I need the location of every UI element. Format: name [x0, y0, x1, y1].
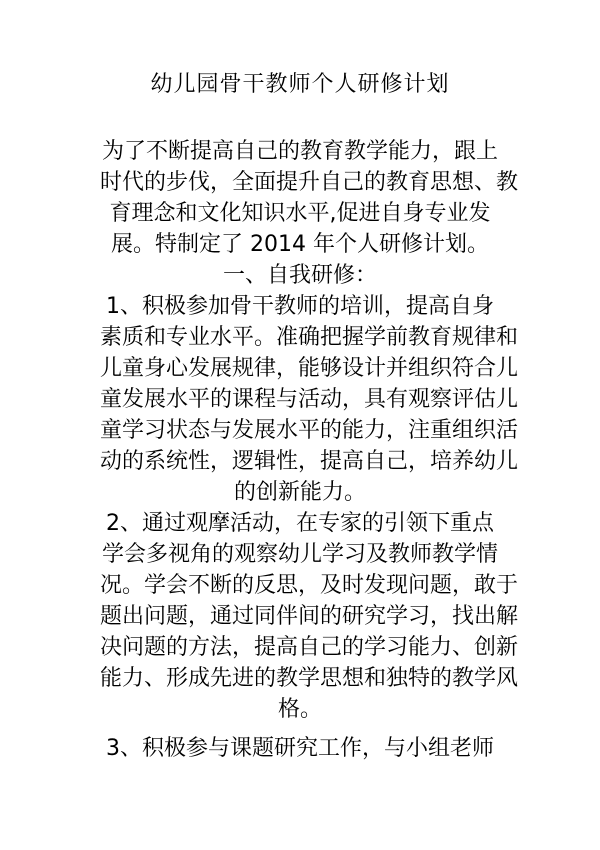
section-heading: 一、自我研修：: [222, 263, 377, 288]
paragraph-line: 儿童身心发展规律，能够设计并组织符合儿: [100, 356, 519, 381]
paragraph-line: 童学习状态与发展水平的能力，注重组织活: [100, 418, 519, 443]
paragraph-line: 动的系统性，逻辑性，提高自己，培养幼儿: [100, 449, 519, 474]
paragraph-line: 为了不断提高自己的教育教学能力，跟上: [101, 139, 498, 164]
paragraph-line: 育理念和文化知识水平,促进自身专业发: [109, 201, 491, 226]
paragraph-line: 展。特制定了 2014 年个人研修计划。: [111, 232, 489, 257]
paragraph-line: 题出问题，通过同伴间的研究学习，找出解: [100, 604, 519, 629]
paragraph-line: 时代的步伐，全面提升自己的教育思想、教: [100, 170, 519, 195]
paragraph-line: 3、积极参与课题研究工作，与小组老师: [106, 736, 494, 761]
paragraph-line: 格。: [277, 697, 322, 722]
document-title: 幼儿园骨干教师个人研修计划: [150, 72, 450, 97]
paragraph-line: 1、积极参加骨干教师的培训，提高自身: [106, 294, 494, 319]
paragraph-line: 2、通过观摩活动，在专家的引领下重点: [106, 511, 494, 536]
paragraph-line: 况。学会不断的反思，及时发现问题，敢于: [100, 573, 519, 598]
paragraph-line: 素质和专业水平。准确把握学前教育规律和: [100, 325, 519, 350]
paragraph-line: 决问题的方法，提高自己的学习能力、创新: [100, 635, 519, 660]
paragraph-line: 童发展水平的课程与活动，具有观察评估儿: [100, 387, 519, 412]
paragraph-line: 学会多视角的观察幼儿学习及教师教学情: [101, 542, 498, 567]
paragraph-line: 能力、形成先进的教学思想和独特的教学风: [100, 666, 519, 691]
paragraph-line: 的创新能力。: [233, 480, 366, 505]
